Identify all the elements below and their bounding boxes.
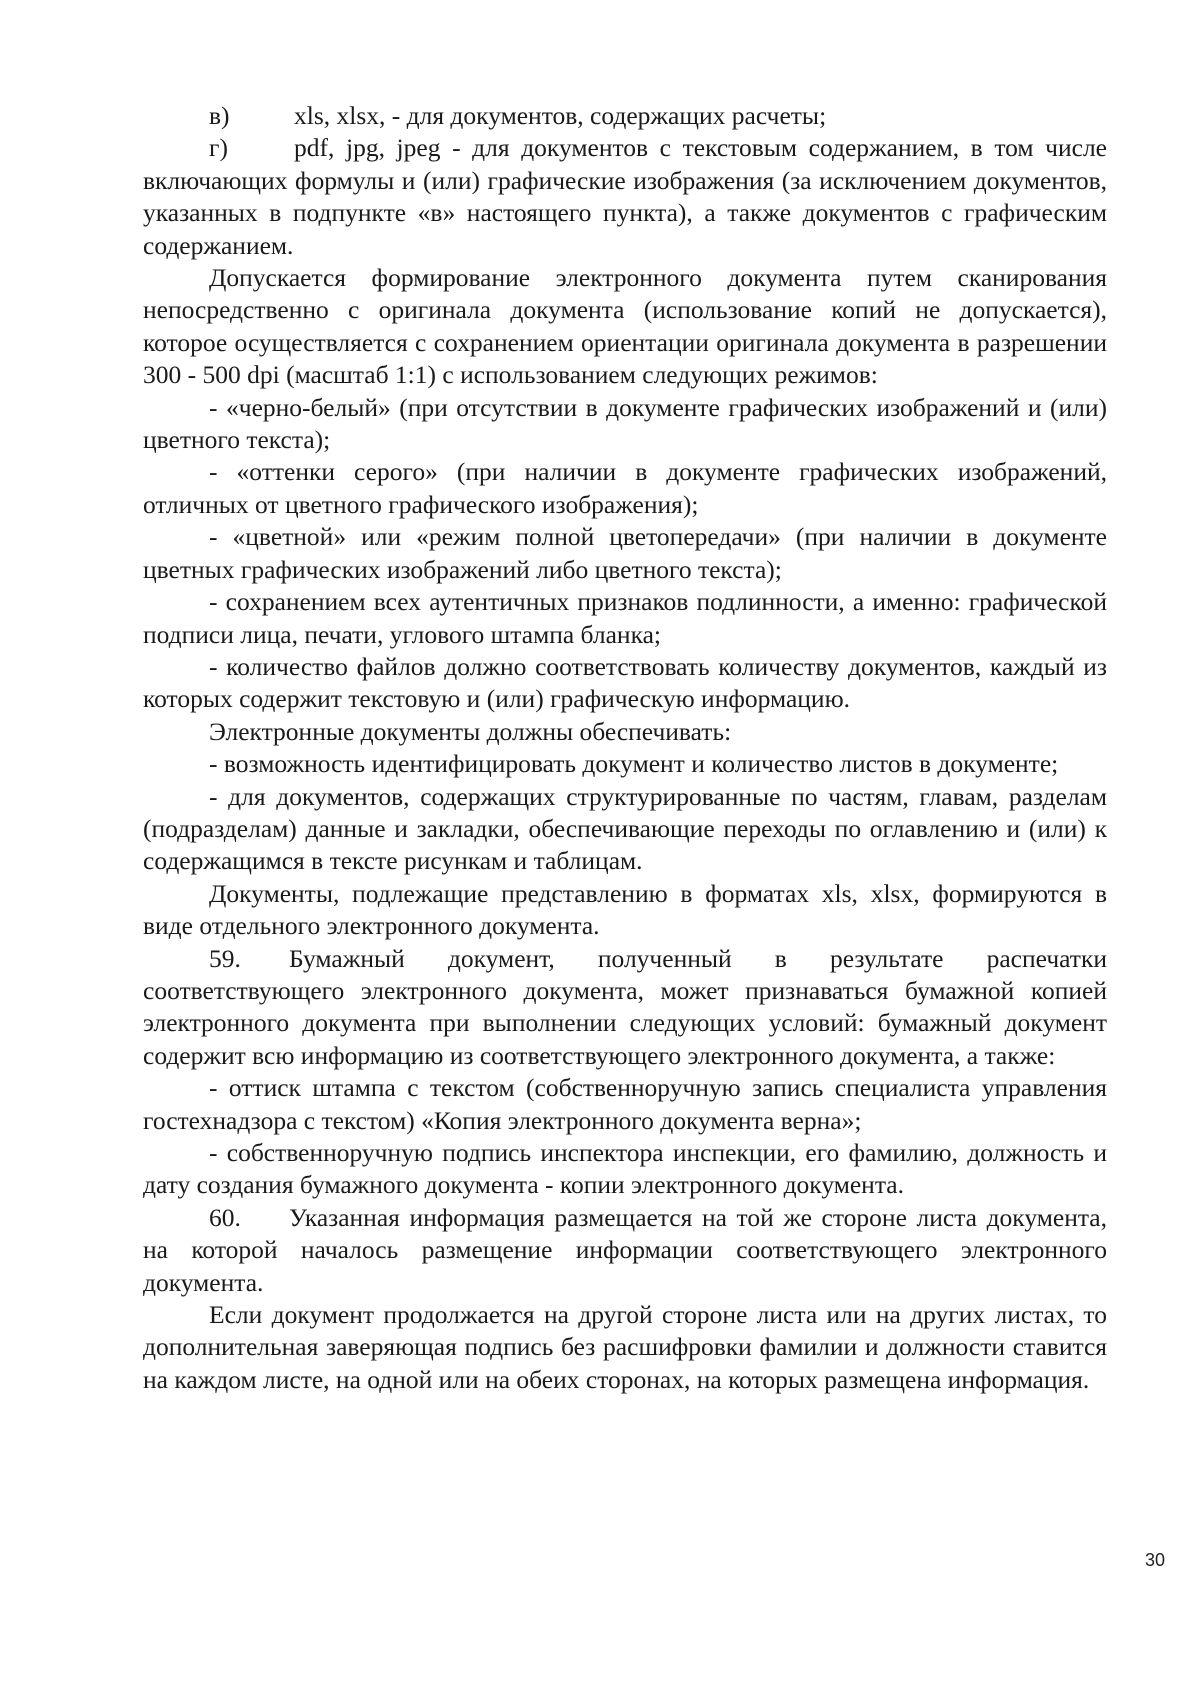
list-item-v bbox=[143, 100, 1107, 132]
list-text-g: pdf, jpg, jpeg - для документов с текстовым содержанием, в том числе включающих формулы и (или) графические изображения (за исключением документов, указанных в подпункте «в» настоящего пункта), а также документов с графическим содержанием. bbox=[143, 133, 1107, 260]
paragraph-identify: - возможность идентифицировать документ и количество листов в документе; bbox=[209, 749, 1059, 779]
paragraph-bookmarks: - для документов, содержащих структурированные по частям, главам, разделам (подразделам) данные и закладки, обеспечивающие переходы по оглавлению и (или) к содержащимся в тексте рисункам и таблицам. bbox=[143, 781, 1107, 876]
list-text-v: xls, xlsx, - для документов, содержащих расчеты; bbox=[294, 101, 827, 130]
list-item-g bbox=[143, 132, 1107, 262]
point-59-text: Бумажный документ, полученный в результате распечатки соответствующего электронного документа, может признаваться бумажной копией электронного документа при выполнении следующих условий: бумажный документ содержит всю информацию из соответствующего электронного документа, а также: bbox=[143, 943, 1107, 1070]
paragraph-file-count: - количество файлов должно соответствовать количеству документов, каждый из которых содержит текстовую и (или) графическую информацию. bbox=[143, 651, 1107, 714]
point-60-number: 60. bbox=[209, 1202, 241, 1232]
point-60-text: Указанная информация размещается на той же стороне листа документа, на которой началось размещение информации соответствующего электронного документа. bbox=[143, 1202, 1107, 1297]
paragraph-mode-color: - «цветной» или «режим полной цветопередачи» (при наличии в документе цветных графических изображений либо цветного текста); bbox=[143, 522, 1107, 584]
paragraph-xls-format: Документы, подлежащие представлению в форматах xls, xlsx, формируются в виде отдельного электронного документа. bbox=[143, 878, 1107, 941]
point-59-number: 59. bbox=[209, 943, 241, 973]
paragraph-mode-grayscale: - «оттенки серого» (при наличии в документе графических изображений, отличных от цветного графического изображения); bbox=[143, 457, 1107, 519]
paragraph-scanning: Допускается формирование электронного документа путем сканирования непосредственно с оригинала документа (использование копий не допускается), которое осуществляется с сохранением ориентации оригинала документа в разрешении 300 - 500 dpi (масштаб 1:1) с использованием следующих режимов: bbox=[143, 263, 1107, 390]
paragraph-authenticity: - сохранением всех аутентичных признаков подлинности, а именно: графической подписи лица, печати, углового штампа бланка; bbox=[143, 587, 1107, 649]
list-marker-v: в) bbox=[209, 101, 230, 130]
paragraph-requirements: Электронные документы должны обеспечивать: bbox=[209, 716, 732, 746]
point-60 bbox=[143, 1202, 1107, 1299]
page-number: 30 bbox=[1145, 1550, 1166, 1570]
point-59-item-signature: - собственноручную подпись инспектора инспекции, его фамилию, должность и дату создания бумажного документа - копии электронного документа. bbox=[143, 1138, 1107, 1200]
point-59 bbox=[143, 943, 1107, 1073]
point-59-item-stamp: - оттиск штампа с текстом (собственноручную запись специалиста управления гостехнадзора с текстом) «Копия электронного документа верна»; bbox=[143, 1073, 1107, 1135]
paragraph-final: Если документ продолжается на другой стороне листа или на других листах, то дополнительная заверяющая подпись без расшифровки фамилии и должности ставится на каждом листе, на одной или на обеих сторонах, на которых размещена информация. bbox=[143, 1300, 1107, 1394]
list-marker-g: г) bbox=[209, 133, 228, 163]
document-body bbox=[143, 100, 1107, 1396]
paragraph-mode-bw: - «черно-белый» (при отсутствии в документе графических изображений и (или) цветного текста); bbox=[143, 392, 1107, 455]
